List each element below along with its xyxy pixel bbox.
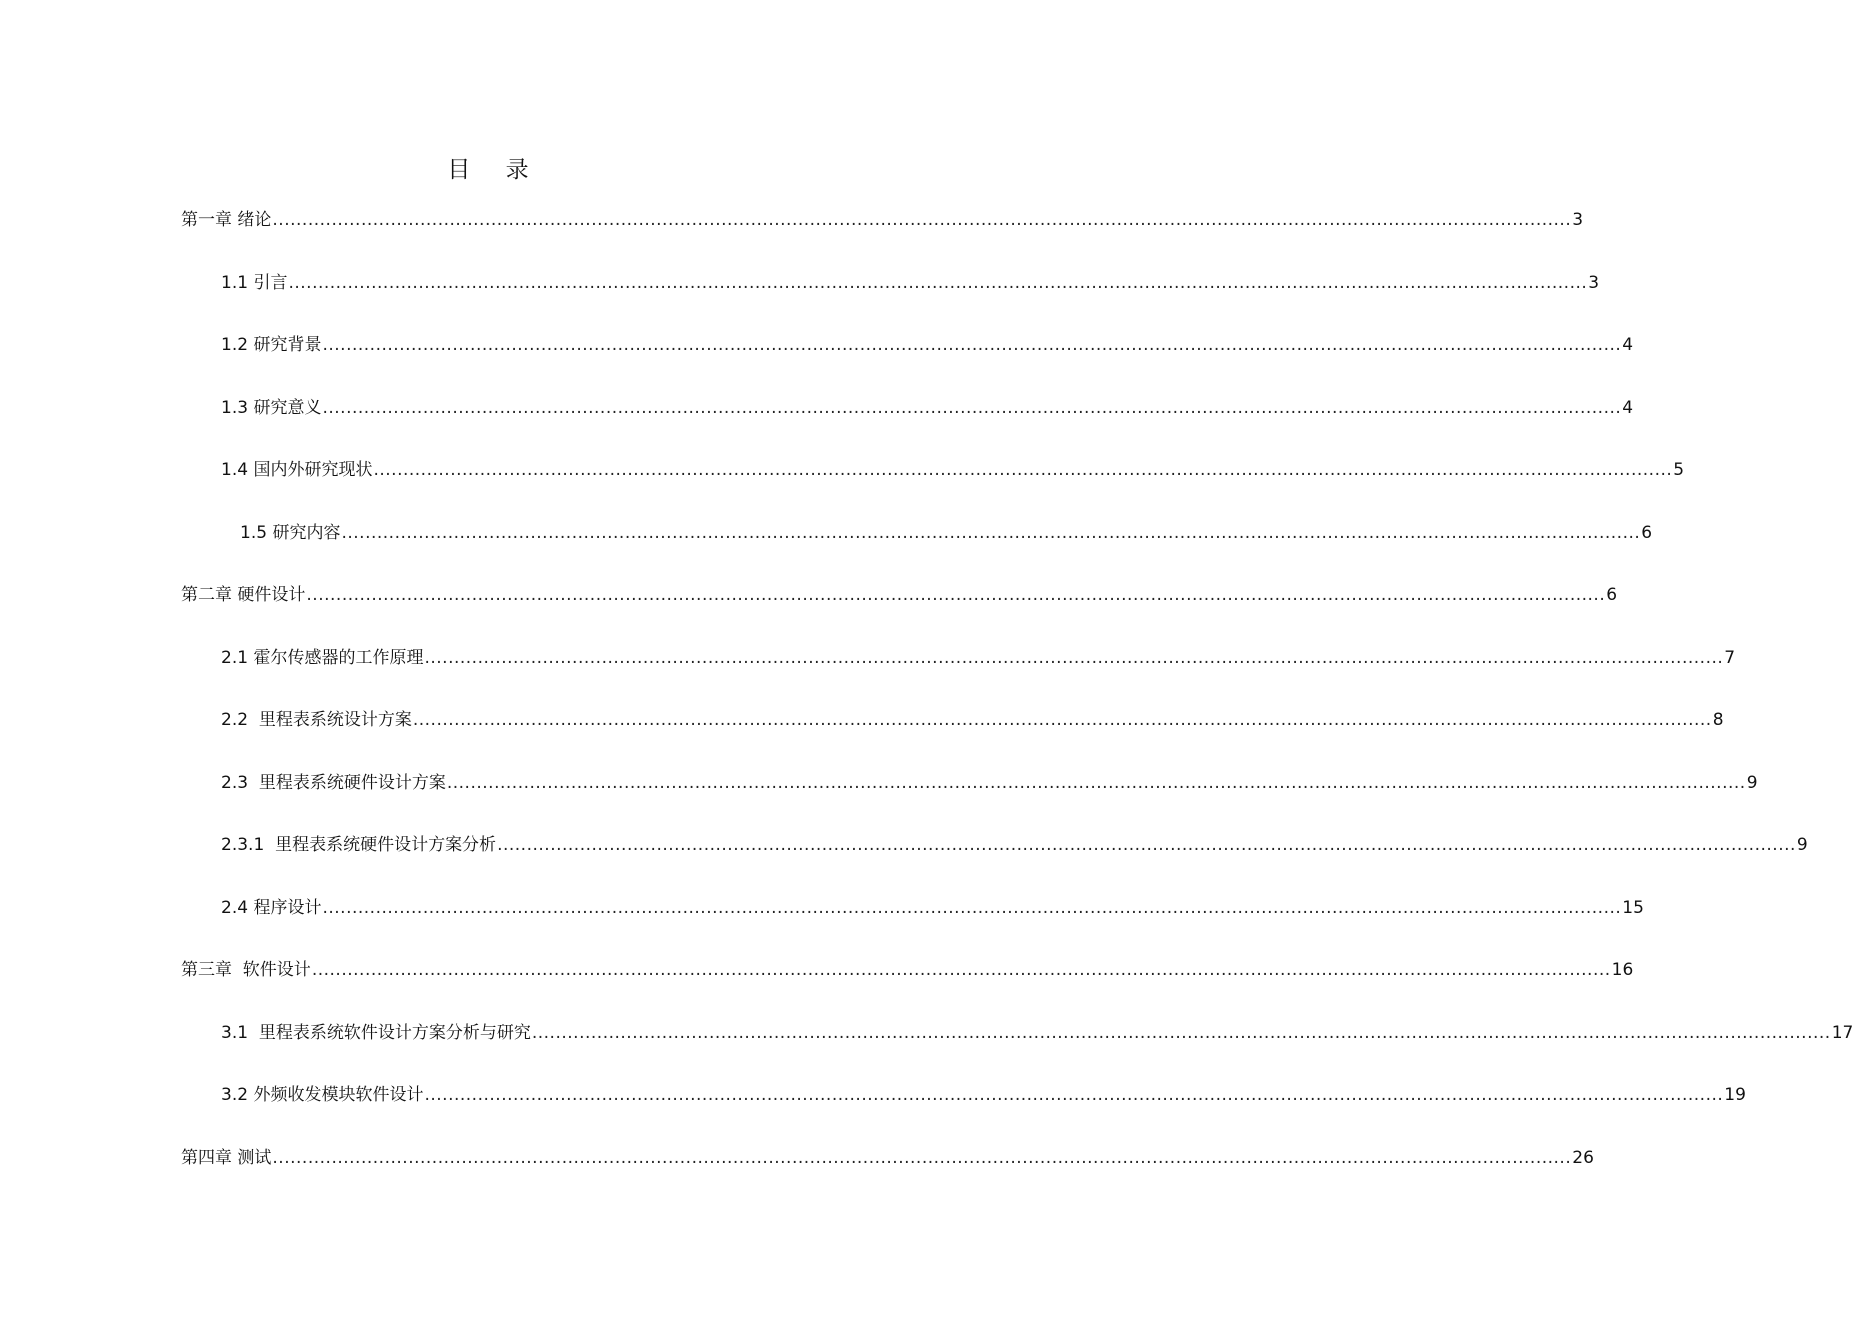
toc-entry (181, 950, 1634, 990)
toc-dot-leader: ............................................................................................................................................................................................................................ (412, 710, 1712, 730)
toc-entry-page-number: 5 (1673, 460, 1685, 480)
toc-entry (221, 1075, 1746, 1115)
toc-entry-label: 3.1 里程表系统软件设计方案分析与研究 (221, 1022, 531, 1043)
toc-entry-label: 第四章 测试 (181, 1147, 272, 1168)
toc-dot-leader: ............................................................................................................................................................................................................................ (424, 1085, 1724, 1105)
toc-entry-page-number: 16 (1611, 960, 1634, 980)
toc-entry (221, 388, 1634, 428)
page-title: 目 录 (447, 157, 543, 183)
toc-entry-label: 1.2 研究背景 (221, 335, 322, 355)
toc-dot-leader: ............................................................................................................................................................................................................................ (306, 585, 1606, 605)
toc-entry (221, 325, 1634, 365)
toc-dot-leader: ............................................................................................................................................................................................................................ (322, 397, 1622, 418)
toc-entry-label: 1.5 研究内容 (240, 522, 341, 543)
toc-entry-label: 第二章 硬件设计 (181, 585, 306, 605)
toc-dot-leader: ............................................................................................................................................................................................................................ (311, 960, 1611, 980)
toc-dot-leader: ............................................................................................................................................................................................................................ (341, 522, 1641, 543)
toc-dot-leader: ............................................................................................................................................................................................................................ (373, 460, 1673, 480)
toc-entry-label: 2.4 程序设计 (221, 897, 322, 918)
toc-entry-label: 2.2 里程表系统设计方案 (221, 710, 412, 730)
toc-dot-leader: ............................................................................................................................................................................................................................ (272, 210, 1572, 230)
toc-entry (181, 575, 1618, 615)
toc-entry (221, 825, 1808, 865)
toc-entry-label: 2.3 里程表系统硬件设计方案 (221, 772, 446, 793)
toc-entry-page-number: 15 (1622, 897, 1644, 918)
toc-entry-label: 1.4 国内外研究现状 (221, 460, 373, 480)
toc-entry-page-number: 26 (1572, 1147, 1594, 1168)
toc-entry-page-number: 7 (1724, 647, 1736, 668)
toc-dot-leader: ............................................................................................................................................................................................................................ (497, 835, 1796, 855)
toc-entry (221, 450, 1685, 490)
toc-entry-page-number: 17 (1831, 1022, 1853, 1043)
toc-dot-leader: ............................................................................................................................................................................................................................ (322, 335, 1622, 355)
toc-entry-page-number: 4 (1622, 397, 1634, 418)
toc-entry-page-number: 3 (1588, 272, 1600, 293)
toc-entry-page-number: 8 (1712, 710, 1724, 730)
toc-entry (221, 763, 1758, 803)
toc-dot-leader: ............................................................................................................................................................................................................................ (272, 1147, 1572, 1168)
toc-dot-leader: ............................................................................................................................................................................................................................ (322, 897, 1622, 918)
toc-entry (221, 263, 1600, 303)
toc-entry-label: 2.1 霍尔传感器的工作原理 (221, 647, 424, 668)
toc-entry-label: 第一章 绪论 (181, 210, 272, 230)
toc-entry-page-number: 9 (1746, 772, 1758, 793)
toc-entry-page-number: 19 (1724, 1085, 1746, 1105)
toc-entry-page-number: 4 (1622, 335, 1634, 355)
toc-dot-leader: ............................................................................................................................................................................................................................ (446, 772, 1746, 793)
toc-entry (240, 513, 1653, 553)
toc-entry (221, 1013, 1853, 1053)
toc-entry-page-number: 9 (1796, 835, 1808, 855)
toc-dot-leader: ............................................................................................................................................................................................................................ (424, 647, 1724, 668)
toc-dot-leader: ............................................................................................................................................................................................................................ (531, 1022, 1831, 1043)
toc-entry (181, 1138, 1594, 1178)
toc-entry-label: 3.2 外频收发模块软件设计 (221, 1085, 424, 1105)
toc-entry-label: 第三章 软件设计 (181, 960, 311, 980)
toc-entry-page-number: 6 (1606, 585, 1618, 605)
toc-entry-label: 1.1 引言 (221, 272, 288, 293)
toc-entry (221, 638, 1736, 678)
toc-entry (221, 888, 1644, 928)
toc-dot-leader: ............................................................................................................................................................................................................................ (288, 272, 1588, 293)
toc-entry (221, 700, 1724, 740)
toc-entry-page-number: 6 (1641, 522, 1653, 543)
toc-entry-label: 2.3.1 里程表系统硬件设计方案分析 (221, 835, 497, 855)
toc-entry-page-number: 3 (1572, 210, 1584, 230)
toc-entry-label: 1.3 研究意义 (221, 397, 322, 418)
toc-entry (181, 200, 1584, 240)
